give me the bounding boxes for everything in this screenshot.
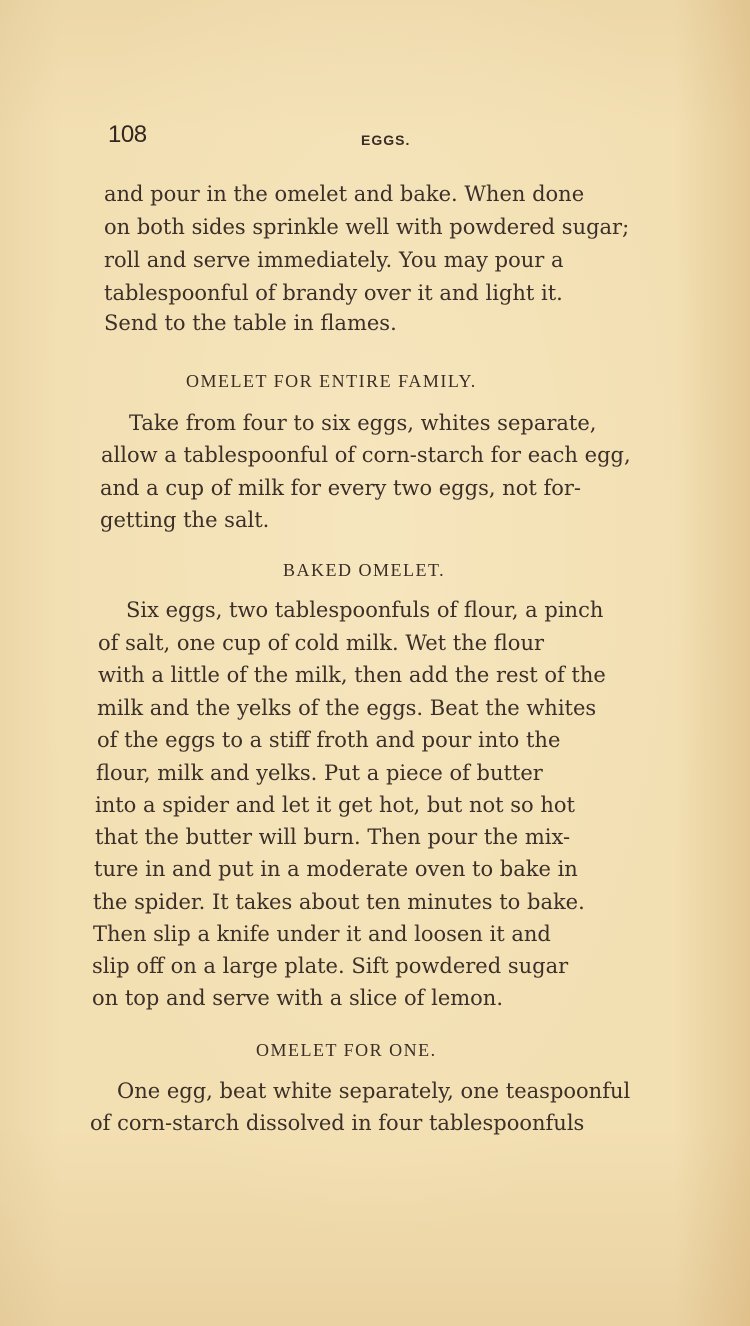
text-line: flour, milk and yelks. Put a piece of butter bbox=[96, 761, 543, 785]
text-line: ture in and put in a moderate oven to bake in bbox=[94, 857, 578, 881]
text-line: and a cup of milk for every two eggs, not for- bbox=[100, 476, 582, 500]
text-line: of salt, one cup of cold milk. Wet the flour bbox=[98, 631, 545, 655]
text-line: on both sides sprinkle well with powdered sugar; bbox=[104, 215, 630, 239]
running-head: EGGS. bbox=[361, 132, 411, 148]
text-line: slip off on a large plate. Sift powdered sugar bbox=[92, 954, 569, 978]
text-line: that the butter will burn. Then pour the mix- bbox=[95, 825, 571, 849]
page-number: 108 bbox=[108, 121, 147, 148]
text-line: Then slip a knife under it and loosen it and bbox=[93, 922, 551, 946]
text-line: on top and serve with a slice of lemon. bbox=[92, 986, 504, 1010]
text-line: into a spider and let it get hot, but not so hot bbox=[95, 793, 575, 817]
text-line: of corn-starch dissolved in four tablespoonfuls bbox=[90, 1111, 585, 1135]
text-line: One egg, beat white separately, one teaspoonful bbox=[117, 1079, 631, 1103]
text-line: Send to the table in flames. bbox=[104, 311, 397, 335]
text-line: Six eggs, two tablespoonfuls of flour, a pinch bbox=[126, 598, 604, 622]
text-line: and pour in the omelet and bake. When done bbox=[104, 182, 585, 206]
recipe-heading: OMELET FOR ONE. bbox=[256, 1040, 437, 1060]
text-line: getting the salt. bbox=[100, 508, 270, 532]
text-line: Take from four to six eggs, whites separate, bbox=[129, 411, 597, 435]
text-line: with a little of the milk, then add the rest of the bbox=[98, 663, 606, 687]
text-line: the spider. It takes about ten minutes to bake. bbox=[93, 890, 585, 914]
text-line: allow a tablespoonful of corn-starch for each egg, bbox=[101, 443, 631, 467]
recipe-heading: BAKED OMELET. bbox=[283, 560, 446, 580]
text-line: milk and the yelks of the eggs. Beat the whites bbox=[97, 696, 597, 720]
text-line: of the eggs to a stiff froth and pour into the bbox=[97, 728, 561, 752]
text-line: roll and serve immediately. You may pour a bbox=[104, 248, 564, 272]
recipe-heading: OMELET FOR ENTIRE FAMILY. bbox=[186, 371, 477, 391]
text-line: tablespoonful of brandy over it and light it. bbox=[104, 281, 563, 305]
